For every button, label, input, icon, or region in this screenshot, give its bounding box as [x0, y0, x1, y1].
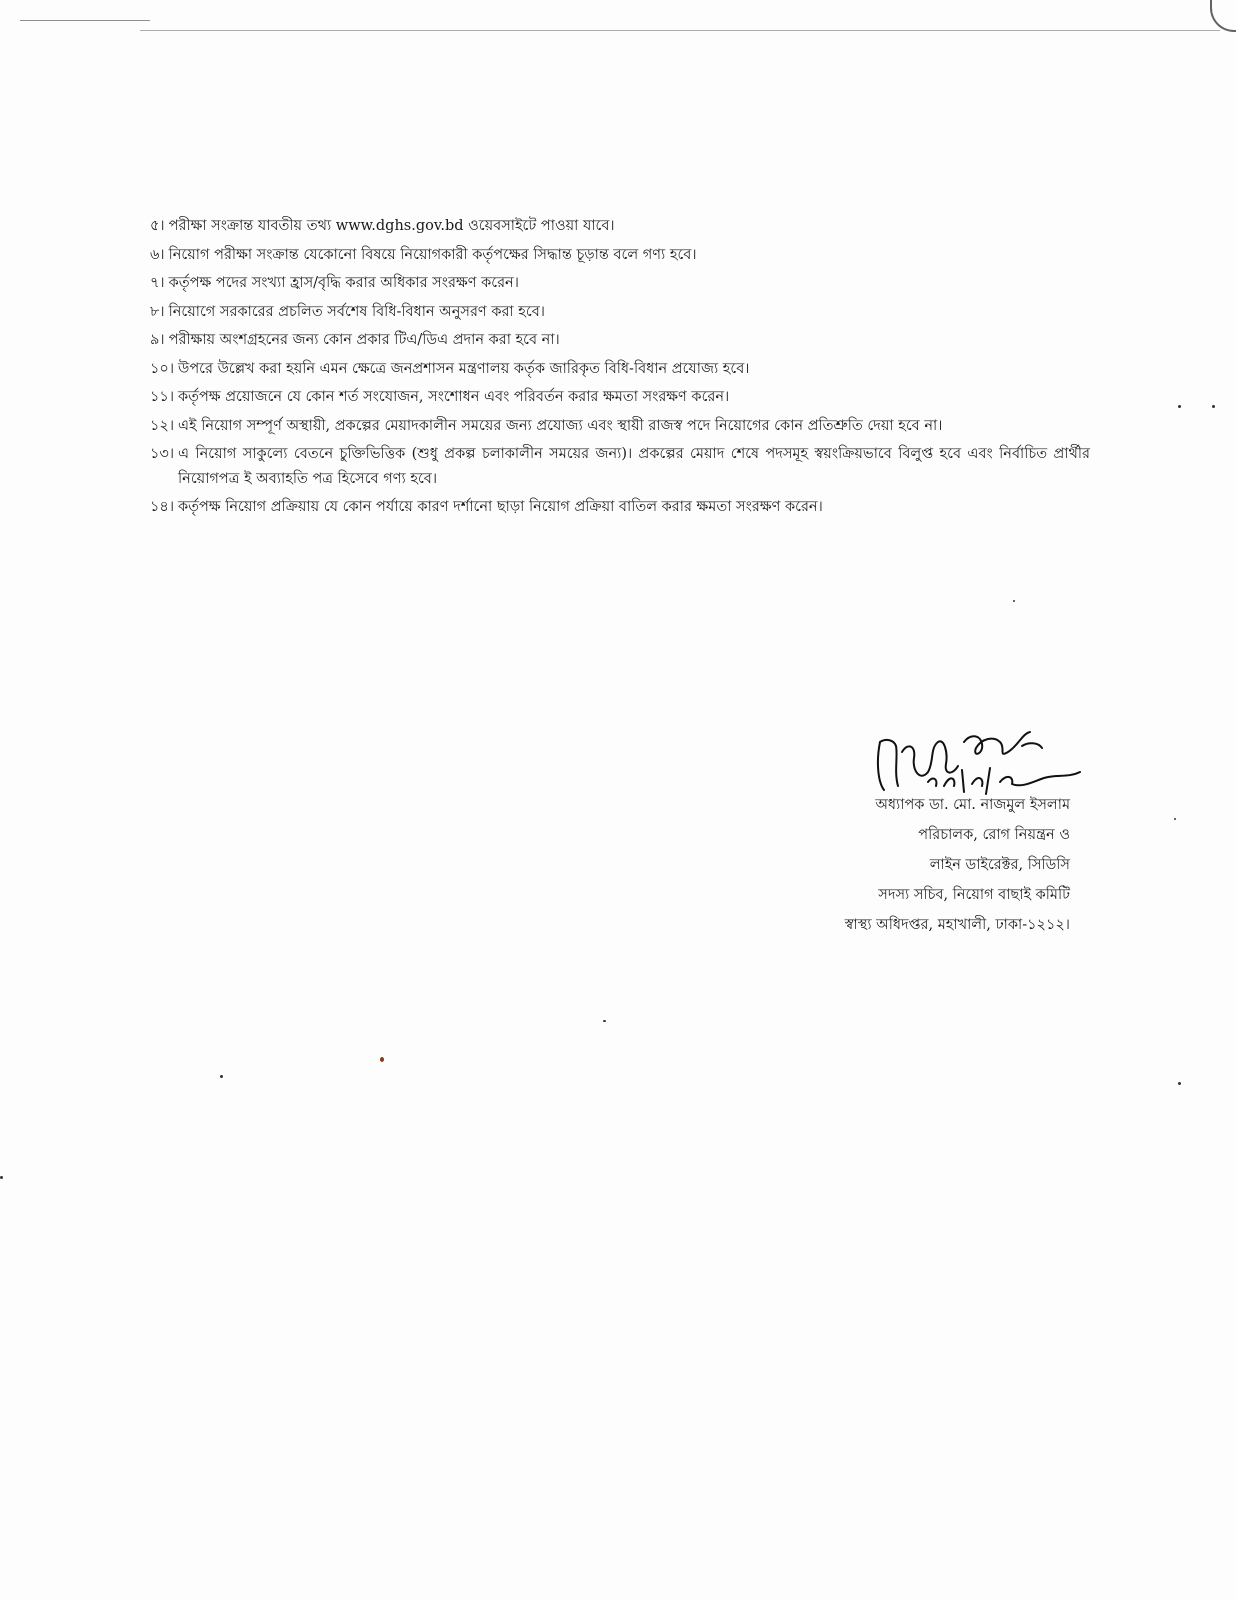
signatory-block: [770, 790, 1070, 940]
clause-text: কর্তৃপক্ষ নিয়োগ প্রক্রিয়ায় যে কোন পর্যায়ে কারণ দর্শানো ছাড়া নিয়োগ প্রক্রিয়া বাতিল করার ক্ষমতা সংরক্ষণ করেন।: [178, 499, 823, 515]
clause-7: [150, 271, 1090, 296]
scan-speck: [1178, 405, 1181, 408]
clause-number: ১৩।: [150, 446, 175, 462]
clause-8: [150, 300, 1090, 325]
clause-number: ১২।: [150, 417, 175, 434]
scan-top-edge-left: [20, 20, 150, 21]
clause-text: এই নিয়োগ সম্পূর্ণ অস্থায়ী, প্রকল্পের মেয়াদকালীন সময়ের জন্য প্রযোজ্য এবং স্থায়ী রাজস্ব পদে নিয়োগের কোন প্রতিশ্রুতি দেয়া হবে না।: [178, 417, 943, 434]
clause-text: এ নিয়োগ সাকুল্যে বেতনে চুক্তিভিত্তিক (শুধু প্রকল্প চলাকালীন সময়ের জন্য)। প্রকল্পের মেয়াদ শেষে পদসমূহ স্বয়ংক্রিয়ভাবে বিলুপ্ত হবে এবং নির্বাচিত প্রার্থীর নিয়োগপত্র ই অব্যাহতি পত্র হিসেবে গণ্য হবে।: [178, 446, 1090, 487]
clause-text: উপরে উল্লেখ করা হয়নি এমন ক্ষেত্রে জনপ্রশাসন মন্ত্রণালয় কর্তৃক জারিকৃত বিধি-বিধান প্রযোজ্য হবে।: [178, 360, 750, 377]
scan-speck: [380, 1057, 384, 1062]
clause-5: [150, 214, 1090, 239]
clause-text: কর্তৃপক্ষ পদের সংখ্যা হ্রাস/বৃদ্ধি করার অধিকার সংরক্ষণ করেন।: [168, 275, 519, 291]
clause-text: কর্তৃপক্ষ প্রয়োজনে যে কোন শর্ত সংযোজন, সংশোধন এবং পরিবর্তন করার ক্ষমতা সংরক্ষণ করেন।: [178, 389, 730, 405]
clause-6: [150, 243, 1090, 268]
clause-number: ৭।: [150, 275, 165, 291]
scan-speck: [1178, 1082, 1181, 1085]
scan-speck: [603, 1020, 606, 1022]
conditions-list: [150, 214, 1090, 524]
clause-12: [150, 414, 1090, 439]
clause-number: ৯।: [150, 332, 165, 348]
scan-speck: [0, 1176, 3, 1179]
clause-number: ৬।: [150, 246, 165, 263]
clause-number: ৮।: [150, 303, 165, 320]
clause-13: [150, 442, 1090, 491]
clause-11: [150, 385, 1090, 410]
clause-number: ৫।: [150, 218, 165, 234]
scan-speck: [1174, 818, 1176, 820]
signatory-designation: সদস্য সচিব, নিয়োগ বাছাই কমিটি: [878, 887, 1070, 903]
clause-text: নিয়োগ পরীক্ষা সংক্রান্ত যেকোনো বিষয়ে নিয়োগকারী কর্তৃপক্ষের সিদ্ধান্ত চূড়ান্ত বলে গণ্য হবে।: [168, 246, 697, 263]
scan-speck: [1212, 405, 1215, 408]
signatory-name: অধ্যাপক ডা. মো. নাজমুল ইসলাম: [875, 797, 1070, 813]
clause-text: নিয়োগে সরকারের প্রচলিত সর্বশেষ বিধি-বিধান অনুসরণ করা হবে।: [168, 303, 545, 320]
signatory-office: স্বাস্থ্য অধিদপ্তর, মহাখালী, ঢাকা-১২১২।: [844, 917, 1070, 933]
clause-14: [150, 495, 1090, 520]
signatory-designation: পরিচালক, রোগ নিয়ন্ত্রন ও: [918, 827, 1070, 843]
clause-9: [150, 328, 1090, 353]
scan-speck: [1013, 600, 1015, 602]
clause-text: পরীক্ষা সংক্রান্ত যাবতীয় তথ্য www.dghs.gov.bd ওয়েবসাইটে পাওয়া যাবে।: [168, 218, 615, 234]
clause-text: পরীক্ষায় অংশগ্রহনের জন্য কোন প্রকার টিএ/ডিএ প্রদান করা হবে না।: [168, 332, 560, 348]
clause-number: ১৪।: [150, 499, 175, 515]
clause-number: ১১।: [150, 389, 175, 405]
clause-10: [150, 357, 1090, 382]
clause-number: ১০।: [150, 360, 175, 377]
signatory-designation: লাইন ডাইরেক্টর, সিডিসি: [929, 857, 1070, 873]
scan-top-edge: [140, 30, 1220, 31]
scan-corner-mark: [1210, 0, 1236, 32]
scan-speck: [220, 1075, 223, 1078]
handwritten-signature: [872, 712, 1122, 800]
